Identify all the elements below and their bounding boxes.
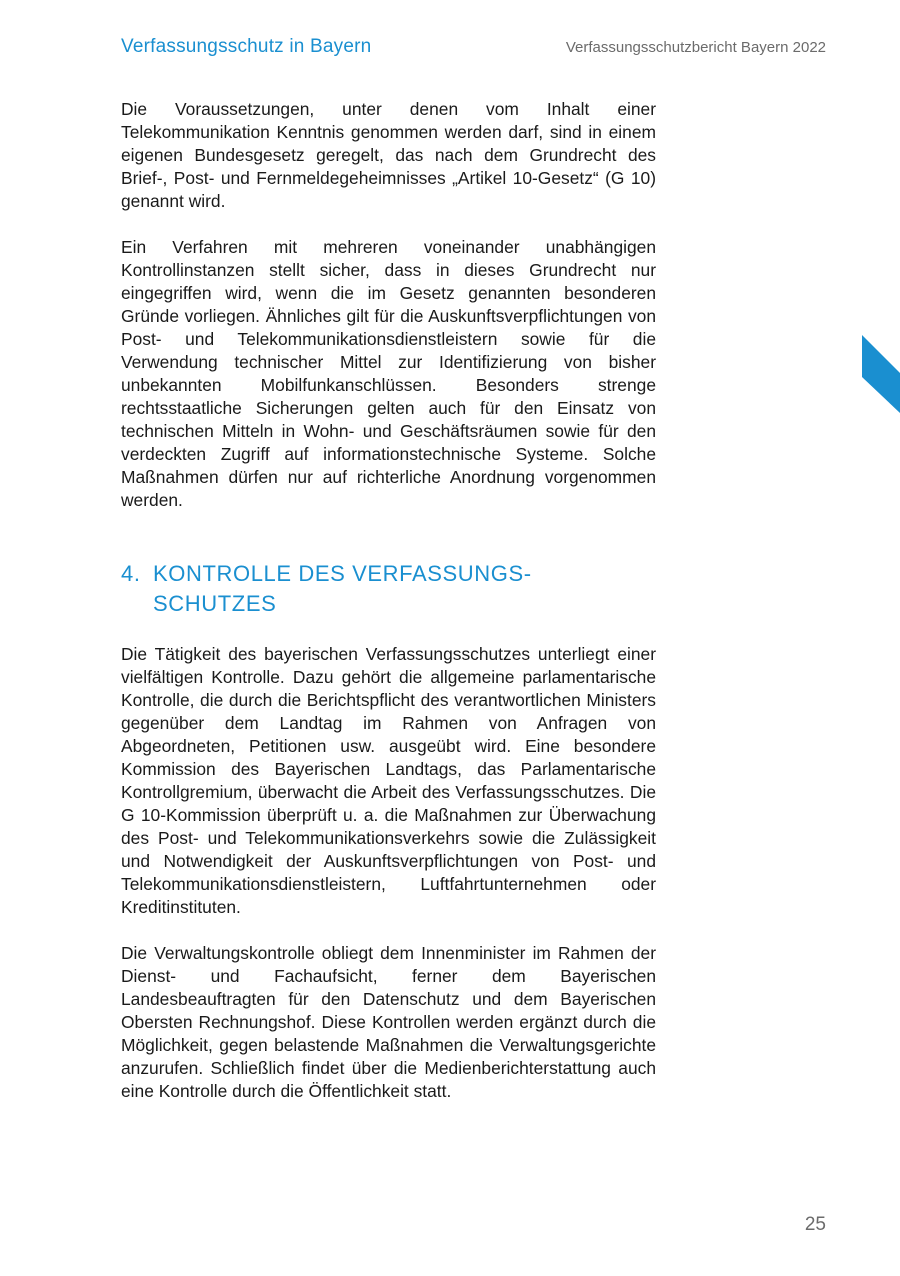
running-header-report-title: Verfassungsschutzbericht Bayern 2022 xyxy=(565,39,826,56)
section-heading-text: KONTROLLE DES VERFASSUNGS- SCHUTZES xyxy=(153,561,532,616)
section-heading xyxy=(121,559,656,619)
body-paragraph-4: Die Verwaltungskontrolle obliegt dem Innenminister im Rahmen der Dienst- und Fachaufsicht, ferner dem Bayerischen Landesbeauftragten für den Datenschutz und dem Bayerischen Obersten Rechnungshof. Diese Kontrollen werden ergänzt durch die Möglichkeit, gegen belastende Maßnahmen die Verwaltungsgerichte anzurufen. Schließlich findet über die Medienberichterstattung auch eine Kontrolle durch die Öffentlichkeit statt. xyxy=(121,943,656,1101)
running-header-section-title: Verfassungsschutz in Bayern xyxy=(121,36,372,57)
body-paragraph-2: Ein Verfahren mit mehreren voneinander unabhängigen Kontrollinstanzen stellt sicher, dass in dieses Grundrecht nur eingegriffen wird, wenn die im Gesetz genannten besonderen Gründe vorliegen. Ähnliches gilt für die Auskunftsverpflichtungen von Post- und Telekommunikationsdienstleistern sowie für die Verwendung technischer Mittel zur Identifizierung von bisher unbekannten Mobilfunkanschlüssen. Besonders strenge rechtsstaatliche Sicherungen gelten auch für den Einsatz von technischen Mitteln in Wohn- und Geschäftsräumen sowie für den verdeckten Zugriff auf informationstechnische Systeme. Solche Maßnahmen dürfen nur auf richterliche Anordnung vorgenommen werden. xyxy=(121,237,656,510)
section-heading-number: 4. xyxy=(121,561,141,586)
main-content xyxy=(121,98,656,1126)
page-number: 25 xyxy=(804,1214,826,1235)
chapter-tab-marker xyxy=(862,335,900,413)
body-paragraph-3: Die Tätigkeit des bayerischen Verfassungsschutzes unterliegt einer vielfältigen Kontrolle. Dazu gehört die allgemeine parlamentarische Kontrolle, die durch die Berichtspflicht des verantwortlichen Ministers gegenüber dem Landtag im Rahmen von Anfragen von Abgeordneten, Petitionen usw. ausgeübt wird. Eine besondere Kommission des Bayerischen Landtags, das Parlamentarische Kontrollgremium, überwacht die Arbeit des Verfassungsschutzes. Die G 10-Kommission überprüft u. a. die Maßnahmen zur Überwachung des Post- und Telekommunikationsverkehrs sowie die Zulässigkeit und Notwendigkeit der Auskunftsverpflichtungen von Post- und Telekommunikationsdienstleistern, Luftfahrtunternehmen oder Kreditinstituten. xyxy=(121,644,656,917)
body-paragraph-1: Die Voraussetzungen, unter denen vom Inhalt einer Telekommunikation Kenntnis genommen werden darf, sind in einem eigenen Bundesgesetz geregelt, das nach dem Grundrecht des Brief-, Post- und Fernmeldegeheimnisses „Artikel 10-Gesetz“ (G 10) genannt wird. xyxy=(121,99,656,211)
